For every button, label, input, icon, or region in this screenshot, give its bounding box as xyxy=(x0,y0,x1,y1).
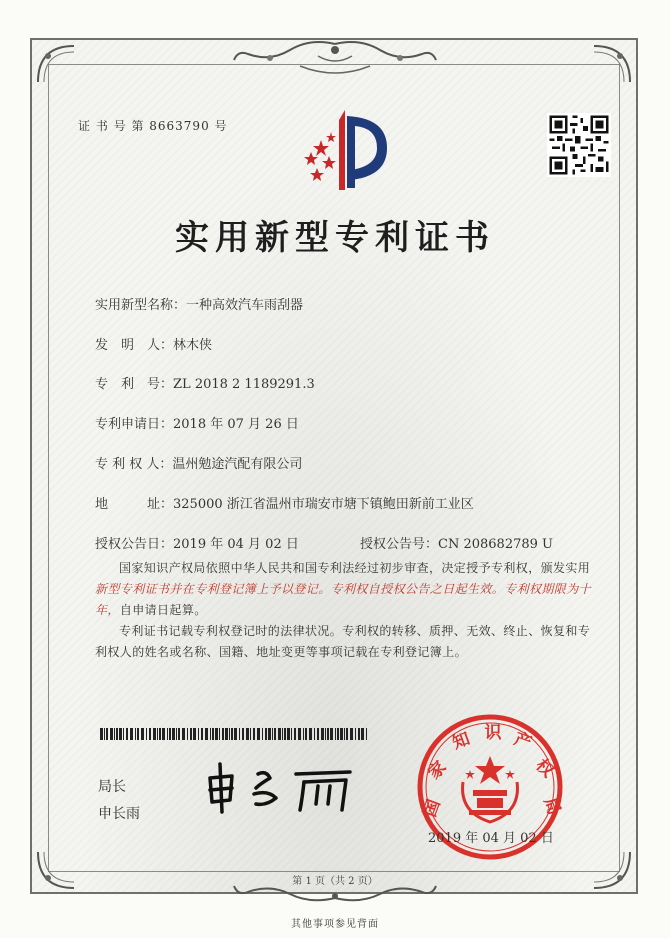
barcode-bar xyxy=(330,728,333,740)
barcode-bar xyxy=(337,728,339,740)
barcode-bar xyxy=(291,728,292,740)
barcode-bar xyxy=(210,728,211,740)
paragraph-fragment: 自申请日起算。 xyxy=(119,603,207,617)
svg-text:家: 家 xyxy=(424,757,451,784)
barcode-bar xyxy=(282,728,283,740)
barcode-bar xyxy=(309,728,312,740)
barcode-bar xyxy=(278,728,281,740)
field-grant-date xyxy=(95,533,299,552)
director-title: 局长 xyxy=(98,779,126,795)
barcode-bar xyxy=(178,728,180,740)
svg-text:产: 产 xyxy=(511,728,535,754)
paragraph-line: 专利证书记载专利权登记时的法律状况。专利权的转移、质押、无效、终止、恢复和专 xyxy=(119,624,591,638)
barcode-bar xyxy=(361,728,364,740)
barcode-bar xyxy=(234,728,237,740)
field-address xyxy=(95,493,474,512)
field-value: 林木侠 xyxy=(173,338,213,353)
barcode-bar xyxy=(344,728,345,740)
paragraph-line: 利权人的姓名或名称、国籍、地址变更等事项记载在专利登记簿上。 xyxy=(95,645,468,659)
barcode-bar xyxy=(272,728,273,740)
field-patentee xyxy=(95,453,302,472)
barcode-bar xyxy=(242,728,244,740)
seal-date: 2019 年 04 月 02 日 xyxy=(428,831,554,846)
barcode-bar xyxy=(100,728,103,740)
field-value: 2019 年 04 月 02 日 xyxy=(173,537,299,552)
field-value: ZL 2018 2 1189291.3 xyxy=(173,377,315,392)
barcode-bar xyxy=(205,728,208,740)
barcode-bar xyxy=(257,728,260,740)
barcode-bar xyxy=(198,728,199,740)
barcode-bar xyxy=(159,728,161,740)
barcode-bar xyxy=(104,728,105,740)
barcode-bar xyxy=(287,728,290,740)
barcode-bar xyxy=(325,728,326,740)
barcode-bar xyxy=(321,728,324,740)
barcode-bar xyxy=(116,728,118,740)
barcode-bar xyxy=(110,728,113,740)
field-label: 专利申请日： xyxy=(95,417,174,432)
barcode-bar xyxy=(114,728,115,740)
barcode-bar xyxy=(346,728,348,740)
grant-statement-paragraph xyxy=(95,558,605,621)
barcode-bar xyxy=(126,728,128,740)
barcode-bar xyxy=(119,728,122,740)
corner-ornament-icon xyxy=(588,42,634,88)
field-value: 2018 年 07 月 26 日 xyxy=(173,417,299,432)
qr-code-icon xyxy=(547,113,611,177)
cnipa-logo-icon xyxy=(295,110,395,195)
top-ornament-icon xyxy=(230,36,440,86)
field-filing-date xyxy=(95,413,299,432)
barcode-bar xyxy=(176,728,177,740)
barcode-bar xyxy=(229,728,230,740)
field-label: 授权公告日： xyxy=(95,537,174,552)
paragraph-line xyxy=(95,600,605,621)
barcode-bar xyxy=(106,728,108,740)
field-value: 325000 浙江省温州市瑞安市塘下镇鲍田新前工业区 xyxy=(173,497,474,512)
barcode-bar xyxy=(182,728,185,740)
barcode-bar xyxy=(135,728,136,740)
barcode-bar xyxy=(358,728,360,740)
barcode-bar xyxy=(262,728,263,740)
field-utility-model-name xyxy=(95,294,303,313)
barcode-bar xyxy=(246,728,249,740)
field-value: 温州勉途汽配有限公司 xyxy=(172,457,303,472)
field-label: 地 址： xyxy=(95,497,174,512)
barcode-bar xyxy=(298,728,301,740)
paragraph-line-red: 新型专利证书并在专利登记簿上予以登记。专利权自授权公告之日起生效。专利权期限为十 xyxy=(95,582,592,596)
barcode-bar xyxy=(141,728,144,740)
svg-text:权: 权 xyxy=(531,755,558,782)
barcode-icon xyxy=(100,728,370,740)
barcode-bar xyxy=(268,728,271,740)
barcode-bar xyxy=(355,728,356,740)
barcode-bar xyxy=(253,728,255,740)
barcode-bar xyxy=(222,728,224,740)
barcode-bar xyxy=(366,728,367,740)
barcode-bar xyxy=(305,728,307,740)
barcode-bar xyxy=(314,728,315,740)
director-name: 申长雨 xyxy=(98,806,140,822)
barcode-bar xyxy=(225,728,228,740)
field-label: 授权公告号： xyxy=(360,537,439,552)
barcode-bar xyxy=(350,728,353,740)
field-label: 专 利 号： xyxy=(95,377,174,392)
barcode-bar xyxy=(327,728,329,740)
barcode-bar xyxy=(187,728,188,740)
barcode-bar xyxy=(284,728,286,740)
paragraph-line: 国家知识产权局依照中华人民共和国专利法经过初步审查，决定授予专利权，颁发实用 xyxy=(119,561,591,575)
barcode-bar xyxy=(130,728,133,740)
legal-status-paragraph xyxy=(95,621,605,663)
certificate-number: 证 书 号 第 8663790 号 xyxy=(78,119,228,133)
barcode-bar xyxy=(193,728,196,740)
field-label: 实用新型名称： xyxy=(95,298,187,313)
barcode-bar xyxy=(146,728,147,740)
barcode-bar xyxy=(219,728,220,740)
paragraph-fragment-red: 年， xyxy=(95,603,120,617)
field-value: 一种高效汽车雨刮器 xyxy=(186,298,304,313)
barcode-bar xyxy=(274,728,276,740)
barcode-bar xyxy=(137,728,139,740)
barcode-bar xyxy=(340,728,343,740)
corner-ornament-icon xyxy=(34,42,80,88)
field-inventor xyxy=(95,334,212,353)
barcode-bar xyxy=(162,728,165,740)
barcode-bar xyxy=(250,728,251,740)
barcode-bar xyxy=(317,728,319,740)
footer-note: 其他事项参见背面 xyxy=(291,919,379,930)
svg-text:局: 局 xyxy=(539,794,565,818)
barcode-bar xyxy=(212,728,214,740)
barcode-bar xyxy=(153,728,156,740)
page-number: 第 1 页（共 2 页） xyxy=(292,876,378,887)
certificate-title: 实用新型专利证书 xyxy=(175,218,495,258)
barcode-bar xyxy=(190,728,192,740)
svg-text:知: 知 xyxy=(449,728,473,754)
field-label: 发 明 人： xyxy=(95,338,174,353)
barcode-bar xyxy=(201,728,203,740)
barcode-bar xyxy=(265,728,267,740)
field-grant-publication-number xyxy=(360,533,553,552)
field-label: 专 利 权 人： xyxy=(95,457,173,472)
svg-text:识: 识 xyxy=(484,723,502,743)
field-value: CN 208682789 U xyxy=(438,537,553,552)
barcode-bar xyxy=(123,728,124,740)
barcode-bar xyxy=(231,728,233,740)
barcode-bar xyxy=(335,728,336,740)
field-patent-number xyxy=(95,373,315,392)
barcode-bar xyxy=(294,728,296,740)
barcode-bar xyxy=(239,728,240,740)
barcode-bar xyxy=(167,728,168,740)
svg-text:国: 国 xyxy=(419,796,445,820)
barcode-bar xyxy=(172,728,175,740)
barcode-bar xyxy=(215,728,218,740)
barcode-bar xyxy=(169,728,171,740)
barcode-bar xyxy=(157,728,158,740)
barcode-bar xyxy=(303,728,304,740)
barcode-bar xyxy=(149,728,151,740)
director-signature-icon xyxy=(200,760,360,815)
